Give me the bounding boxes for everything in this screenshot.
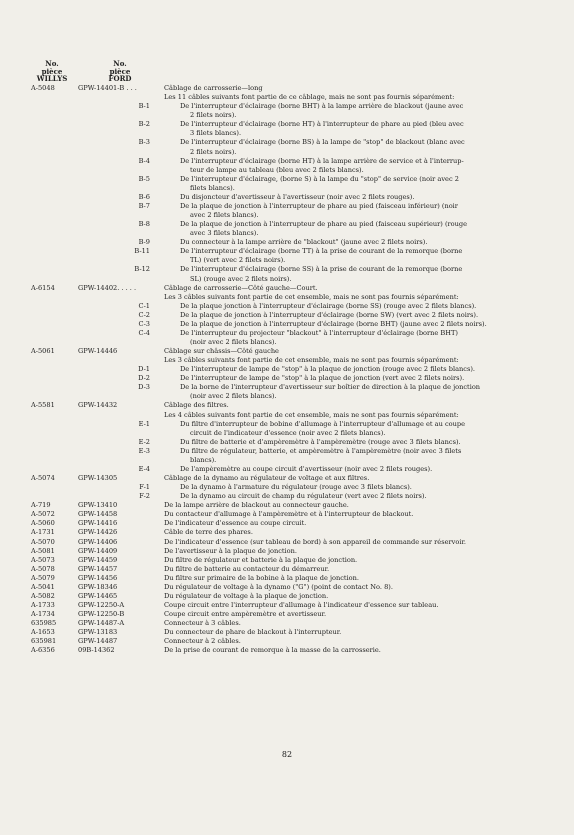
willys-part-number: A-1731	[31, 528, 55, 537]
list-item	[0, 256, 574, 265]
list-item	[0, 492, 574, 501]
willys-part-number: 635985	[31, 619, 57, 628]
ford-part-number: GPW-14459	[78, 555, 118, 564]
part-description: Du régulateur de voltage à la dynamo ("G") (point de contact No. 8).	[164, 582, 393, 591]
list-item	[0, 465, 574, 474]
ford-part-number: 09B-14362	[78, 646, 115, 655]
page-number: 82	[281, 750, 293, 759]
part-description: Du filtre d'interrupteur de bobine d'allumage à l'interrupteur d'allumage et au coupe	[180, 419, 465, 428]
ford-part-number: GPW-14446	[78, 347, 118, 355]
willys-part-number: 635981	[31, 637, 57, 646]
part-description: Du filtre de régulateur, batterie, et ampèremètre à l'ampèremètre (noir avec 3 filets	[180, 446, 462, 455]
part-description: De la plaque de jonction à l'interrupteur d'éclairage (borne BHT) (jaune avec 2 filets noirs).	[180, 319, 487, 328]
list-item	[0, 411, 574, 420]
list-item	[0, 601, 574, 610]
list-item	[0, 184, 574, 193]
list-item	[0, 583, 574, 592]
list-item	[0, 347, 574, 356]
list-item	[0, 420, 574, 429]
cable-code: C-2	[138, 310, 150, 319]
part-description: De la plaque de jonction à l'interrupteur de phare au pied (faisceau supérieur) (rouge	[180, 220, 468, 229]
ford-part-number: GPW-14487	[78, 637, 118, 646]
part-description: filets blancs).	[190, 183, 235, 192]
part-description: Les 11 câbles suivants font partie de ce câblage, mais ne sont pas fournis séparément:	[164, 93, 455, 102]
part-description: Les 4 câbles suivants font partie de cet ensemble, mais ne sont pas fournis séparément:	[164, 410, 459, 419]
part-description: Câblage des filtres.	[164, 401, 229, 410]
willys-part-number: A-6154	[31, 283, 55, 292]
part-description: De la lampe arrière de blackout au connecteur gauche.	[164, 501, 349, 510]
part-description: De l'interrupteur d'éclairage (borne HT) à l'interrupteur de phare au pied (bleu avec	[180, 120, 464, 129]
willys-part-number: A-5041	[31, 582, 55, 591]
list-item	[0, 84, 574, 93]
list-item	[0, 338, 574, 347]
list-item	[0, 138, 574, 147]
part-description: De la prise de courant de remorque à la masse de la carrosserie.	[164, 646, 381, 655]
ford-part-number: GPW-14465	[78, 591, 118, 600]
list-item	[0, 220, 574, 229]
part-description: Du connecteur de phare de blackout à l'interrupteur.	[164, 628, 342, 637]
list-item	[0, 528, 574, 537]
part-description: Les 3 câbles suivants font partie de cet ensemble, mais ne sont pas fournis séparément:	[164, 356, 459, 365]
list-item	[0, 293, 574, 302]
list-item	[0, 374, 574, 383]
willys-part-number: A-5048	[31, 84, 55, 92]
list-item	[0, 474, 574, 483]
part-description: De l'interrupteur d'éclairage (borne SS) à la prise de courant de la remorque (borne	[180, 265, 463, 274]
list-item	[0, 483, 574, 492]
list-item	[0, 302, 574, 311]
willys-part-number: A-1734	[31, 610, 55, 619]
list-item	[0, 556, 574, 565]
part-description: Du filtre de régulateur et batterie à la plaque de jonction.	[164, 555, 358, 564]
part-description: TL) (vert avec 2 filets noirs).	[190, 256, 286, 265]
part-description: SL) (rouge avec 2 filets noirs).	[190, 274, 292, 283]
part-description: De l'interrupteur du projecteur "blackout" à l'interrupteur d'éclairage (borne BHT)	[180, 328, 458, 337]
ford-part-number: GPW-14409	[78, 546, 118, 555]
list-item	[0, 510, 574, 519]
list-item	[0, 157, 574, 166]
part-description: De la plaque de jonction à l'interrupteur de phare au pied (faisceau inférieur) (noir	[180, 201, 458, 210]
cable-code: C-1	[138, 301, 150, 310]
cable-code: E-2	[138, 437, 150, 446]
list-item	[0, 329, 574, 338]
part-description: Du disjoncteur d'avertisseur à l'avertisseur (noir avec 2 filets rouges).	[180, 192, 415, 201]
cable-code: D-1	[138, 365, 150, 374]
willys-part-number: A-5081	[31, 546, 55, 555]
list-item	[0, 211, 574, 220]
cable-code: B-3	[138, 138, 150, 147]
list-item	[0, 637, 574, 646]
list-item	[0, 265, 574, 274]
ford-part-number: GPW-18346	[78, 582, 118, 591]
cable-code: B-12	[134, 265, 150, 274]
cable-code: D-3	[138, 383, 150, 392]
list-item	[0, 447, 574, 456]
cable-code: B-4	[138, 156, 150, 165]
part-description: Du filtre de batterie au contacteur du démarreur.	[164, 564, 330, 573]
willys-part-number: A-5079	[31, 573, 55, 582]
willys-part-number: A-5078	[31, 564, 55, 573]
cable-code: D-2	[138, 374, 150, 383]
willys-part-number: A-5073	[31, 555, 55, 564]
list-item	[0, 401, 574, 410]
ford-part-number: GPW-14457	[78, 564, 118, 573]
list-item	[0, 619, 574, 628]
cable-code: B-6	[138, 192, 150, 201]
willys-part-number: A-5060	[31, 519, 55, 528]
part-description: De l'interrupteur de lampe de "stop" à la plaque de jonction (rouge avec 2 filets blancs).	[180, 365, 475, 374]
part-description: De la plaque de jonction à l'interrupteur d'éclairage (borne SW) (vert avec 2 filets noirs).	[180, 310, 479, 319]
part-description: De la dynamo au circuit de champ du régulateur (vert avec 2 filets noirs).	[180, 492, 427, 501]
ford-part-number: GPW-13183	[78, 628, 118, 637]
cable-code: B-1	[138, 102, 150, 111]
ford-part-number: GPW-14426	[78, 528, 118, 537]
part-description: De l'interrupteur de lampe de "stop" à la plaque de jonction (vert avec 2 filets noirs).	[180, 374, 465, 383]
cable-code: C-3	[138, 319, 150, 328]
part-description: Coupe circuit entre l'interrupteur d'allumage à l'indicateur d'essence sur tableau.	[164, 601, 439, 609]
list-item	[0, 202, 574, 211]
part-description: De la plaque jonction à l'interrupteur d'éclairage (borne SS) (rouge avec 2 filets blancs).	[180, 301, 477, 310]
ford-part-number: GPW-12250-A	[78, 601, 125, 609]
part-description: Câblage sur châssis—Côté gauche	[164, 347, 279, 355]
list-item	[0, 429, 574, 438]
cable-code: B-11	[134, 247, 150, 256]
part-description: De l'ampèremètre au coupe circuit d'avertisseur (noir avec 2 filets rouges).	[180, 464, 433, 473]
part-description: Du connecteur à la lampe arrière de "blackout" (jaune avec 2 filets noirs).	[180, 238, 428, 247]
part-description: Du contacteur d'allumage à l'ampèremètre et à l'interrupteur de blackout.	[164, 510, 414, 519]
part-description: Câblage de la dynamo au régulateur de voltage et aux filtres.	[164, 474, 370, 482]
list-item	[0, 111, 574, 120]
part-description: 3 filets blancs).	[190, 129, 242, 138]
cable-code: F-1	[139, 483, 150, 492]
list-item	[0, 365, 574, 374]
willys-part-number: A-5074	[31, 474, 55, 482]
ford-part-number: GPW-14406	[78, 537, 118, 546]
willys-part-number: A-1653	[31, 628, 55, 637]
part-description: De l'interrupteur d'éclairage (borne HT) à la lampe arrière de service et à l'interrup-	[180, 156, 464, 165]
part-description: avec 3 filets blancs).	[190, 229, 259, 238]
part-description: 2 filets noirs).	[190, 147, 237, 156]
list-item	[0, 175, 574, 184]
part-description: Les 3 câbles suivants font partie de cet ensemble, mais ne sont pas fournis séparément:	[164, 292, 459, 301]
part-description: Coupe circuit entre ampèremètre et avertisseur.	[164, 610, 327, 619]
part-description: blancs).	[190, 455, 217, 464]
list-item	[0, 547, 574, 556]
willys-part-number: A-719	[31, 501, 51, 510]
part-description: 2 filets noirs).	[190, 111, 237, 120]
list-item	[0, 275, 574, 284]
list-item	[0, 320, 574, 329]
list-item	[0, 574, 574, 583]
list-item	[0, 438, 574, 447]
list-item	[0, 519, 574, 528]
cable-code: B-9	[138, 238, 150, 247]
list-item	[0, 383, 574, 392]
part-description: De l'indicateur d'essence (sur tableau de bord) à son appareil de commande sur réservoir.	[164, 537, 466, 546]
part-description: De la dynamo à l'armature du régulateur (rouge avec 3 filets blancs).	[180, 483, 412, 492]
part-description: De l'avertisseur à la plaque de jonction.	[164, 546, 297, 555]
cable-code: B-7	[138, 201, 150, 210]
ford-part-number: GPW-12250-B	[78, 610, 125, 619]
list-item	[0, 238, 574, 247]
ford-part-number: GPW-14305	[78, 474, 118, 482]
ford-part-number: GPW-14416	[78, 519, 118, 528]
cable-code: C-4	[138, 328, 150, 337]
cable-code: B-2	[138, 120, 150, 129]
part-description: De l'interrupteur d'éclairage (borne BS) à la lampe de "stop" de blackout (blanc avec	[180, 138, 465, 147]
list-item	[0, 356, 574, 365]
willys-part-number: A-5070	[31, 537, 55, 546]
willys-part-number: A-6356	[31, 646, 55, 655]
list-item	[0, 166, 574, 175]
willys-part-number: A-5581	[31, 401, 55, 410]
part-description: Du filtre de batterie et d'ampèremètre à l'ampèremètre (rouge avec 3 filets blancs).	[180, 437, 461, 446]
part-description: Câblage de carrosserie—long	[164, 84, 263, 92]
cable-code: F-2	[139, 492, 150, 501]
list-item	[0, 129, 574, 138]
part-description: De l'interrupteur d'éclairage, (borne S) à la lampe du "stop" de service (noir avec 2	[180, 174, 459, 183]
part-description: De l'interrupteur d'éclairage (borne TT) à la prise de courant de la remorque (borne	[180, 247, 463, 256]
part-description: Câble de terre des phares.	[164, 528, 253, 537]
list-item	[0, 229, 574, 238]
list-item	[0, 392, 574, 401]
ford-part-number: GPW-14458	[78, 510, 118, 519]
part-description: (noir avec 2 filets blancs).	[190, 392, 277, 401]
ford-part-number: GPW-13410	[78, 501, 118, 510]
list-item	[0, 247, 574, 256]
list-item	[0, 538, 574, 547]
list-item	[0, 592, 574, 601]
list-item	[0, 501, 574, 510]
part-description: Connecteur à 2 câbles.	[164, 637, 241, 646]
list-item	[0, 148, 574, 157]
willys-part-number: A-5061	[31, 347, 55, 355]
list-item	[0, 628, 574, 637]
part-description: Du régulateur de voltage à la plaque de jonction.	[164, 591, 329, 600]
list-item	[0, 93, 574, 102]
cable-code: E-1	[138, 419, 150, 428]
willys-part-number: A-5072	[31, 510, 55, 519]
part-description: Du filtre sur primaire de la bobine à la plaque de jonction.	[164, 573, 359, 582]
list-item	[0, 311, 574, 320]
list-item	[0, 102, 574, 111]
list-item	[0, 284, 574, 293]
ford-part-number: GPW-14401-B . . .	[78, 84, 137, 92]
list-item	[0, 193, 574, 202]
ford-part-number: GPW-14487-A	[78, 619, 125, 628]
column-header-willys: No. pièce WILLYS	[36, 59, 68, 83]
part-description: circuit de l'indicateur d'essence (noir avec 2 filets blancs).	[190, 428, 386, 437]
part-description: De la borne de l'interrupteur d'avertisseur sur boîtier de direction à la plaque de jonction	[180, 383, 481, 392]
part-description: avec 2 filets blancs).	[190, 211, 259, 219]
list-item	[0, 610, 574, 619]
part-description: De l'interrupteur d'éclairage (borne BHT) à la lampe arrière de blackout (jaune avec	[180, 102, 464, 111]
cable-code: E-4	[138, 464, 150, 473]
cable-code: E-3	[138, 446, 150, 455]
part-description: teur de lampe au tableau (bleu avec 2 filets blancs).	[190, 165, 364, 174]
list-item	[0, 456, 574, 465]
willys-part-number: A-1733	[31, 601, 55, 609]
ford-part-number: GPW-14402. . . . .	[78, 283, 137, 292]
part-description: Câblage de carrosserie—Côté gauche—Court.	[164, 283, 318, 292]
list-item	[0, 646, 574, 655]
ford-part-number: GPW-14432	[78, 401, 118, 410]
cable-code: B-5	[138, 174, 150, 183]
list-item	[0, 565, 574, 574]
part-description: De l'indicateur d'essence au coupe circuit.	[164, 519, 307, 528]
part-description: (noir avec 2 filets blancs).	[190, 338, 277, 346]
cable-code: B-8	[138, 220, 150, 229]
column-header-ford: No. pièce FORD	[108, 59, 132, 83]
part-description: Connecteur à 3 câbles.	[164, 619, 241, 628]
list-item	[0, 120, 574, 129]
ford-part-number: GPW-14456	[78, 573, 118, 582]
willys-part-number: A-5082	[31, 591, 55, 600]
